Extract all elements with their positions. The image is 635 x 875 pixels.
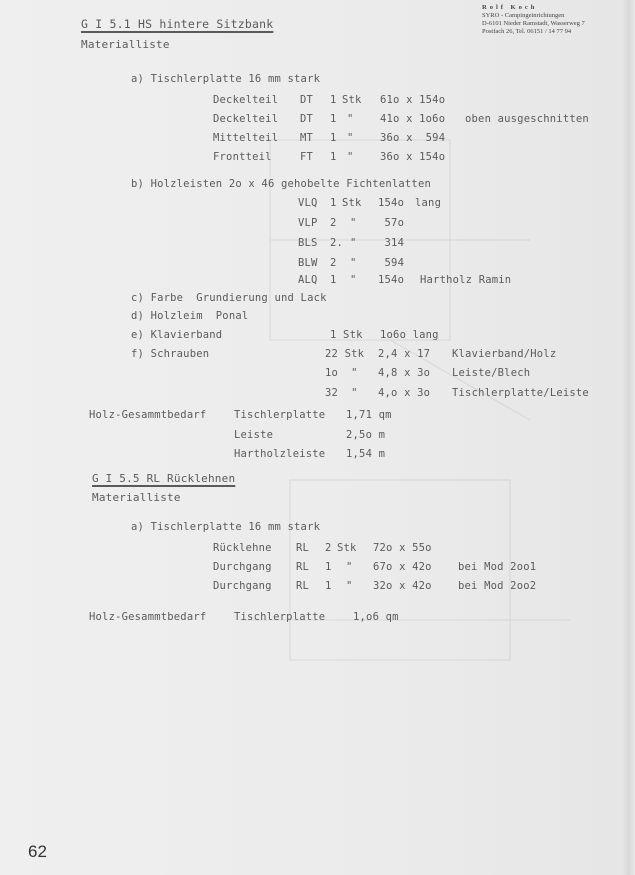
hinge-label: e) Klavierband (131, 329, 223, 341)
part-size: 72o x 55o (373, 542, 432, 554)
part-unit: " (346, 561, 353, 573)
strip-code: BLW (298, 257, 318, 269)
screw-qty: 1o " (325, 367, 358, 379)
part-code: FT (300, 151, 314, 163)
part-size: 36o x 154o (380, 151, 446, 163)
total-value: 1,o6 qm (353, 611, 399, 623)
strip-code: BLS (298, 237, 318, 249)
total-value: 2,5o m (346, 429, 386, 441)
part-qty: 1 (330, 113, 337, 125)
total-item: Hartholzleiste (234, 448, 326, 460)
part-unit: Stk (337, 542, 357, 554)
strip-length: 594 (378, 257, 405, 269)
strip-unit: " (350, 274, 357, 286)
section1-a-heading: a) Tischlerplatte 16 mm stark (131, 73, 321, 85)
part-qty: 1 (325, 561, 332, 573)
section2-a-heading: a) Tischlerplatte 16 mm stark (131, 521, 321, 533)
strip-length: 154o (378, 197, 405, 209)
strip-qty: 2 (330, 217, 337, 229)
part-name: Durchgang (213, 561, 272, 573)
stamp-name: Rolf Koch (482, 4, 538, 11)
part-unit: " (346, 580, 353, 592)
section2-subtitle: Materialliste (92, 491, 181, 504)
part-name: Mittelteil (213, 132, 279, 144)
part-qty: 1 (325, 580, 332, 592)
part-code: RL (296, 580, 310, 592)
total-value: 1,54 m (346, 448, 386, 460)
part-name: Rücklehne (213, 542, 272, 554)
strip-code: VLP (298, 217, 318, 229)
part-name: Deckelteil (213, 113, 279, 125)
screw-use: Tischlerplatte/Leiste (452, 387, 589, 399)
part-qty: 1 (330, 132, 337, 144)
strip-qty: 2 (330, 257, 337, 269)
total-value: 1,71 qm (346, 409, 392, 421)
strip-unit: " (350, 257, 357, 269)
hinge-qty: 1 Stk (330, 329, 363, 341)
part-code: DT (300, 113, 314, 125)
part-code: RL (296, 542, 310, 554)
part-qty: 1 (330, 94, 337, 106)
stamp-address: D-6101 Nieder Ramstadt, Wasserweg 7 (482, 20, 585, 27)
hinge-spec: 1o6o lang (380, 329, 439, 341)
part-size: 36o x 594 (380, 132, 446, 144)
part-unit: Stk (342, 94, 362, 106)
strip-code: VLQ (298, 197, 318, 209)
part-name: Frontteil (213, 151, 272, 163)
strip-note: Hartholz Ramin (420, 274, 512, 286)
screw-use: Leiste/Blech (452, 367, 531, 379)
part-size: 67o x 42o (373, 561, 432, 573)
stamp-company: SYRO - Campingeinrichtungen (482, 12, 565, 19)
screw-spec: 4,8 x 3o (378, 367, 431, 379)
part-code: MT (300, 132, 314, 144)
screw-spec: 4,o x 3o (378, 387, 431, 399)
part-qty: 1 (330, 151, 337, 163)
strip-qty: 1 (330, 197, 337, 209)
part-code: RL (296, 561, 310, 573)
part-unit: " (347, 151, 354, 163)
screw-spec: 2,4 x 17 (378, 348, 431, 360)
section1-d: d) Holzleim Ponal (131, 310, 249, 322)
strip-length: 57o (378, 217, 405, 229)
total-label: Holz-Gesammtbedarf (89, 409, 207, 421)
screws-label: f) Schrauben (131, 348, 210, 360)
part-size: 32o x 42o (373, 580, 432, 592)
total-item: Leiste (234, 429, 274, 441)
part-code: DT (300, 94, 314, 106)
strip-unit: " (350, 217, 357, 229)
strip-length: 314 (378, 237, 405, 249)
strip-length: 154o (378, 274, 405, 286)
stamp-contact: Postfach 26, Tel. 06151 / 14 77 94 (482, 28, 572, 35)
part-unit: " (347, 132, 354, 144)
section1-b-heading: b) Holzleisten 2o x 46 gehobelte Fichtenlatten (131, 178, 431, 190)
page-number: 62 (28, 842, 47, 861)
section1-c: c) Farbe Grundierung und Lack (131, 292, 327, 304)
screw-qty: 22 Stk (325, 348, 365, 360)
part-note: bei Mod 2oo2 (458, 580, 537, 592)
part-unit: " (347, 113, 354, 125)
part-name: Durchgang (213, 580, 272, 592)
strip-code: ALQ (298, 274, 318, 286)
strip-note: lang (415, 197, 442, 209)
strip-unit: Stk (342, 197, 362, 209)
screw-qty: 32 " (325, 387, 358, 399)
part-note: oben ausgeschnitten (465, 113, 589, 125)
part-qty: 2 (325, 542, 332, 554)
section2-title: G I 5.5 RL Rücklehnen (92, 472, 236, 485)
part-size: 61o x 154o (380, 94, 446, 106)
company-stamp (482, 4, 585, 36)
strip-unit: " (350, 237, 357, 249)
total-item: Tischlerplatte (234, 409, 326, 421)
section1-title: G I 5.1 HS hintere Sitzbank (81, 17, 274, 31)
section1-subtitle: Materialliste (81, 38, 170, 51)
total-label: Holz-Gesammtbedarf (89, 611, 207, 623)
part-note: bei Mod 2oo1 (458, 561, 537, 573)
part-name: Deckelteil (213, 94, 279, 106)
total-item: Tischlerplatte (234, 611, 326, 623)
strip-qty: 1 (330, 274, 337, 286)
strip-qty: 2. (330, 237, 344, 249)
screw-use: Klavierband/Holz (452, 348, 557, 360)
part-size: 41o x 1o6o (380, 113, 446, 125)
